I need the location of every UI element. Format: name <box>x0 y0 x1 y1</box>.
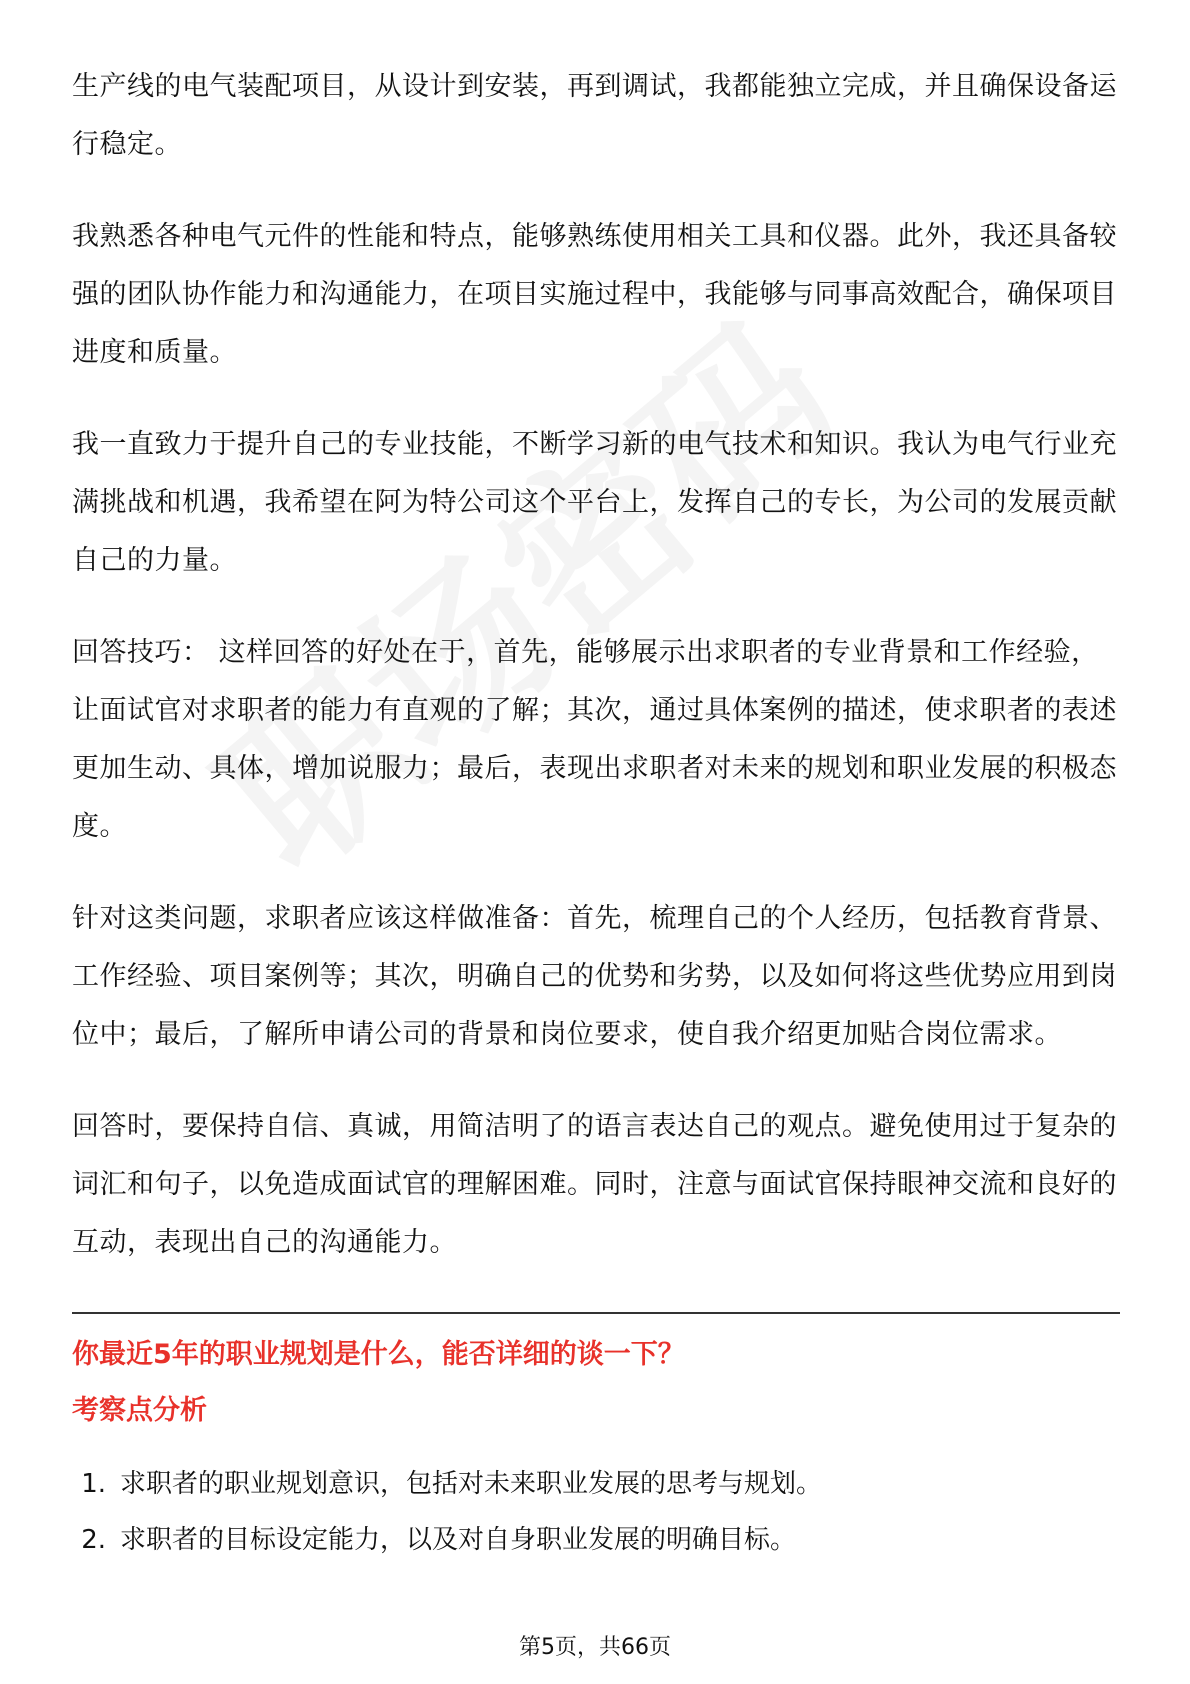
paragraph: 生产线的电气装配项目，从设计到安装，再到调试，我都能独立完成，并且确保设备运行稳定。 <box>72 71 1117 160</box>
paragraph: 回答时，要保持自信、真诚，用简洁明了的语言表达自己的观点。避免使用过于复杂的词汇和句子，以免造成面试官的理解困难。同时，注意与面试官保持眼神交流和良好的互动，表现出自己的沟通能力。 <box>72 1111 1117 1258</box>
list-item-number: 2. <box>81 1525 106 1555</box>
list-item-text: 求职者的职业规划意识，包括对未来职业发展的思考与规划。 <box>120 1469 823 1499</box>
list-item <box>72 1512 1120 1568</box>
main-content <box>72 58 1120 1568</box>
analysis-heading: 考察点分析 <box>72 1395 207 1426</box>
paragraph: 我熟悉各种电气元件的性能和特点，能够熟练使用相关工具和仪器。此外，我还具备较强的团队协作能力和沟通能力，在项目实施过程中，我能够与同事高效配合，确保项目进度和质量。 <box>72 221 1117 368</box>
question-title: 你最近5年的职业规划是什么，能否详细的谈一下？ <box>72 1339 685 1370</box>
list-item <box>72 1456 1120 1512</box>
analysis-list <box>72 1456 1120 1568</box>
list-item-text: 求职者的目标设定能力，以及对自身职业发展的明确目标。 <box>120 1525 797 1555</box>
paragraph: 针对这类问题，求职者应该这样做准备：首先，梳理自己的个人经历，包括教育背景、工作经验、项目案例等；其次，明确自己的优势和劣势，以及如何将这些优势应用到岗位中；最后，了解所申请公司的背景和岗位要求，使自我介绍更加贴合岗位需求。 <box>72 903 1117 1050</box>
answer-tips-paragraph: 回答技巧： 这样回答的好处在于，首先，能够展示出求职者的专业背景和工作经验，让面试官对求职者的能力有直观的了解；其次，通过具体案例的描述，使求职者的表述更加生动、具体，增加说服力；最后，表现出求职者对未来的规划和职业发展的积极态度。 <box>72 637 1117 842</box>
list-item-number: 1. <box>81 1469 106 1499</box>
section-divider <box>72 1312 1120 1314</box>
paragraph: 我一直致力于提升自己的专业技能，不断学习新的电气技术和知识。我认为电气行业充满挑战和机遇，我希望在阿为特公司这个平台上，发挥自己的专长，为公司的发展贡献自己的力量。 <box>72 429 1117 576</box>
page-footer: 第5页，共66页 <box>519 1635 671 1660</box>
